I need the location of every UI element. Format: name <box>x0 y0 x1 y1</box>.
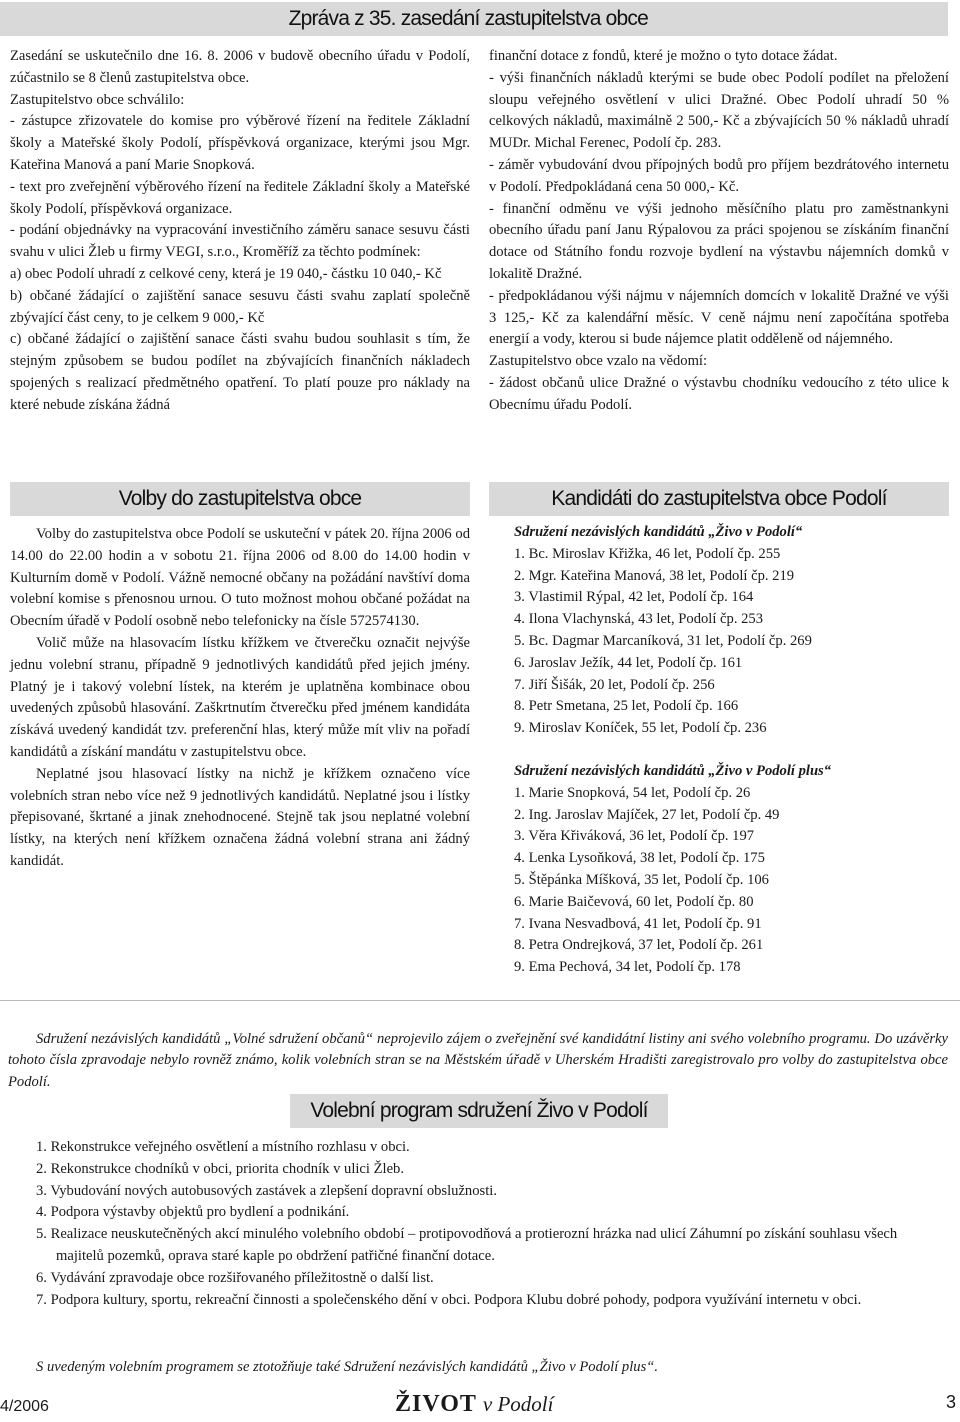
list-item: 2. Mgr. Kateřina Manová, 38 let, Podolí čp. 219 <box>514 567 795 584</box>
list-item: 1. Bc. Miroslav Křižka, 46 let, Podolí čp. 255 <box>514 545 781 562</box>
section-divider <box>0 1000 960 1001</box>
paragraph: Zastupitelstvo obce schválilo: <box>10 91 185 108</box>
report-header-bar <box>0 2 948 36</box>
elections-text <box>10 524 470 873</box>
list-item: 5. Realizace neuskutečněných akcí minulého volebního období – protipovodňová a protierozní hrázka nad ulicí Záhumní po získání souhlasu všech majitelů pozemků, oprava staré kaple po obdržení patřičné finanční dotace. <box>36 1226 898 1264</box>
elections-title: Volby do zastupitelstva obce <box>118 487 362 510</box>
brand-suffix: v Podolí <box>482 1392 554 1416</box>
list-item: 6. Jaroslav Ježík, 44 let, Podolí čp. 161 <box>514 654 743 671</box>
list-item: 7. Ivana Nesvadbová, 41 let, Podolí čp. 91 <box>514 915 762 932</box>
list-item: 8. Petra Ondrejková, 37 let, Podolí čp. 261 <box>514 937 764 954</box>
support-statement: S uvedeným volebním programem se ztotožňuje také Sdružení nezávislých kandidátů „Živo v Podolí plus“. <box>36 1359 659 1375</box>
brand-name: ŽIVOT <box>395 1391 477 1417</box>
paragraph: - text pro zveřejnění výběrového řízení na ředitele Základní školy a Mateřské školy Podolí, příspěvková organizace. <box>10 178 470 217</box>
list-item: 7. Podpora kultury, sportu, rekreační činnosti a společenského dění v obci. Podpora Klubu dobré pohody, podpora využívání internetu v obci. <box>36 1291 862 1308</box>
paragraph: - záměr vybudování dvou přípojných bodů pro příjem bezdrátového internetu v Podolí. Předpokládaná cena 50 000,- Kč. <box>489 156 949 195</box>
candidates-list <box>514 522 944 979</box>
program-title: Volební program sdružení Živo v Podolí <box>310 1099 648 1122</box>
report-left-column <box>10 46 470 417</box>
candidates-title: Kandidáti do zastupitelstva obce Podolí <box>551 487 887 510</box>
program-header-bar <box>290 1094 668 1128</box>
paragraph: - finanční odměnu ve výši jednoho měsíčního platu pro zaměstnankyni obecního úřadu paní Janu Rýpalovou za práci spojenou se získáním finanční dotace od Státního fondu rozvoje bydlení na výstavbu nájemních domků v lokalitě Dražné. <box>489 200 949 282</box>
paragraph: Volby do zastupitelstva obce Podolí se uskuteční v pátek 20. října 2006 od 14.00 do 22.00 hodin a v sobotu 21. října 2006 od 8.00 do 14.00 hodin v Kulturním domě v Podolí. Vážně nemocné občany na požádání navštíví doma volební komise s přenosnou urnou. O tuto možnost mohou občané požádat na Obecním úřadě v Podolí osobně nebo telefonicky na čísle 572574130. <box>10 526 470 630</box>
list-item: 9. Ema Pechová, 34 let, Podolí čp. 178 <box>514 959 741 976</box>
list-item: 3. Věra Křiváková, 36 let, Podolí čp. 197 <box>514 828 755 845</box>
paragraph: Neplatné jsou hlasovací lístky na nichž je křížkem označeno více volebních stran nebo více než 9 jednotlivých kandidátů. Neplatné jsou i lístky přepisované, škrtané a jinak znehodnocené. Stejně tak jsou neplatné volební lístky, na kterých není křížkem označena žádná volební strana ani žádný kandidát. <box>10 765 470 869</box>
paragraph: Zasedání se uskutečnilo dne 16. 8. 2006 v budově obecního úřadu v Podolí, zúčastnilo se 8 členů zastupitelstva obce. <box>10 48 470 86</box>
list-item: 5. Štěpánka Míšková, 35 let, Podolí čp. 106 <box>514 871 769 888</box>
list-item: 4. Lenka Lysoňková, 38 let, Podolí čp. 175 <box>514 850 765 867</box>
paragraph: a) obec Podolí uhradí z celkové ceny, která je 19 040,- částku 10 040,- Kč <box>10 265 442 282</box>
list-item: 8. Petr Smetana, 25 let, Podolí čp. 166 <box>514 698 739 715</box>
paragraph: b) občané žádající o zajištění sanace sesuvu části svahu zaplatí společně zbývající část ceny, to je celkem 9 000,- Kč <box>10 287 470 326</box>
newsletter-brand <box>395 1391 553 1418</box>
paragraph: - předpokládanou výši nájmu v nájemních domcích v lokalitě Dražné ve výši 3 125,- Kč za kalendářní měsíc. V ceně nájmu není započítána spotřeba energií a vody, kterou si bude nájemce platit odděleně od nájemného. <box>489 287 949 348</box>
report-right-column <box>489 46 949 417</box>
list-item: 1. Marie Snopková, 54 let, Podolí čp. 26 <box>514 784 751 801</box>
report-title: Zpráva z 35. zasedání zastupitelstva obce <box>288 7 648 30</box>
group-title: Sdružení nezávislých kandidátů „Živo v Podolí plus“ <box>514 762 832 779</box>
list-item: 4. Ilona Vlachynská, 43 let, Podolí čp. 253 <box>514 611 764 628</box>
program-list <box>36 1137 948 1311</box>
paragraph: - výši finančních nákladů kterými se bude obec Podolí podílet na přeložení sloupu veřejného osvětlení v ulici Dražné. Obec Podolí uhradí 50 % celkových nákladů, maximálně 2 500,- Kč a zbývajících 50 % nákladů uhradí MUDr. Michal Ferenec, Podolí čp. 283. <box>489 69 949 152</box>
paragraph: c) občané žádající o zajištění sanace části svahu budou souhlasit s tím, že stejným způsobem se budou podílet na zbývajících finančních nákladech spojených s realizací předmětného opatření. To platí pouze pro náklady na které nebude získána žádná <box>10 331 470 413</box>
list-item: 7. Jiří Šišák, 20 let, Podolí čp. 256 <box>514 676 715 693</box>
list-item: 5. Bc. Dagmar Marcaníková, 31 let, Podolí čp. 269 <box>514 632 812 649</box>
paragraph: - zástupce zřizovatele do komise pro výběrové řízení na ředitele Základní školy a Mateřské školy Podolí, příspěvková organizace, kterými jsou Mgr. Kateřina Manová a paní Marie Snopková. <box>10 113 470 173</box>
paragraph: finanční dotace z fondů, které je možno o tyto dotace žádat. <box>489 48 838 64</box>
list-item: 2. Rekonstrukce chodníků v obci, priorita chodník v ulici Žleb. <box>36 1160 405 1177</box>
paragraph: - podání objednávky na vypracování investičního záměru sanace sesuvu části svahu v ulici Žleb u firmy VEGI, s.r.o., Kroměříž za těchto podmínek: <box>10 222 470 261</box>
elections-header-bar <box>10 482 470 516</box>
issue-number: 4/2006 <box>0 1398 49 1415</box>
note-paragraph: Sdružení nezávislých kandidátů „Volné sdružení občanů“ neprojevilo zájem o zveřejnění své kandidátní listiny ani svého volebního programu. Do uzávěrky tohoto čísla zpravodaje nebylo rovněž známo, kolik volebních stran se na Městském úřadě v Uherském Hradišti zaregistrovalo pro volby do zastupitelstva obce Podolí. <box>8 1030 948 1090</box>
list-item: 9. Miroslav Koníček, 55 let, Podolí čp. 236 <box>514 720 767 737</box>
list-item: 6. Marie Baičevová, 60 let, Podolí čp. 80 <box>514 893 754 910</box>
list-item: 2. Ing. Jaroslav Majíček, 27 let, Podolí čp. 49 <box>514 806 780 823</box>
page-number: 3 <box>945 1392 956 1412</box>
list-item: 3. Vybudování nových autobusových zastávek a zlepšení dopravní obslužnosti. <box>36 1182 497 1199</box>
paragraph: Volič může na hlasovacím lístku křížkem ve čtverečku označit nejvýše jednu volební stranu, případně 9 jednotlivých kandidátů před jejich jmény. Platný je i takový volební lístek, na kterém je uplatněna kombinace obou uvedených způsobů hlasování. Zaškrtnutím čtverečku před jménem kandidáta získává uvedený kandidát tzv. preferenční hlas, který může mít vliv na pořadí kandidátů a získání mandátu v zastupitelstvu obce. <box>10 634 470 760</box>
candidates-header-bar <box>489 482 949 516</box>
group-title: Sdružení nezávislých kandidátů „Živo v Podolí“ <box>514 524 803 540</box>
list-item: 4. Podpora výstavby objektů pro bydlení a podnikání. <box>36 1204 350 1221</box>
list-item: 3. Vlastimil Rýpal, 42 let, Podolí čp. 164 <box>514 589 754 606</box>
paragraph: - žádost občanů ulice Dražné o výstavbu chodníku vedoucího z této ulice k Obecnímu úřadu Podolí. <box>489 374 949 413</box>
list-item: 1. Rekonstrukce veřejného osvětlení a místního rozhlasu v obci. <box>36 1139 410 1155</box>
list-item: 6. Vydávání zpravodaje obce rozšiřovaného příležitostně o další list. <box>36 1269 434 1286</box>
paragraph: Zastupitelstvo obce vzalo na vědomí: <box>489 353 708 370</box>
